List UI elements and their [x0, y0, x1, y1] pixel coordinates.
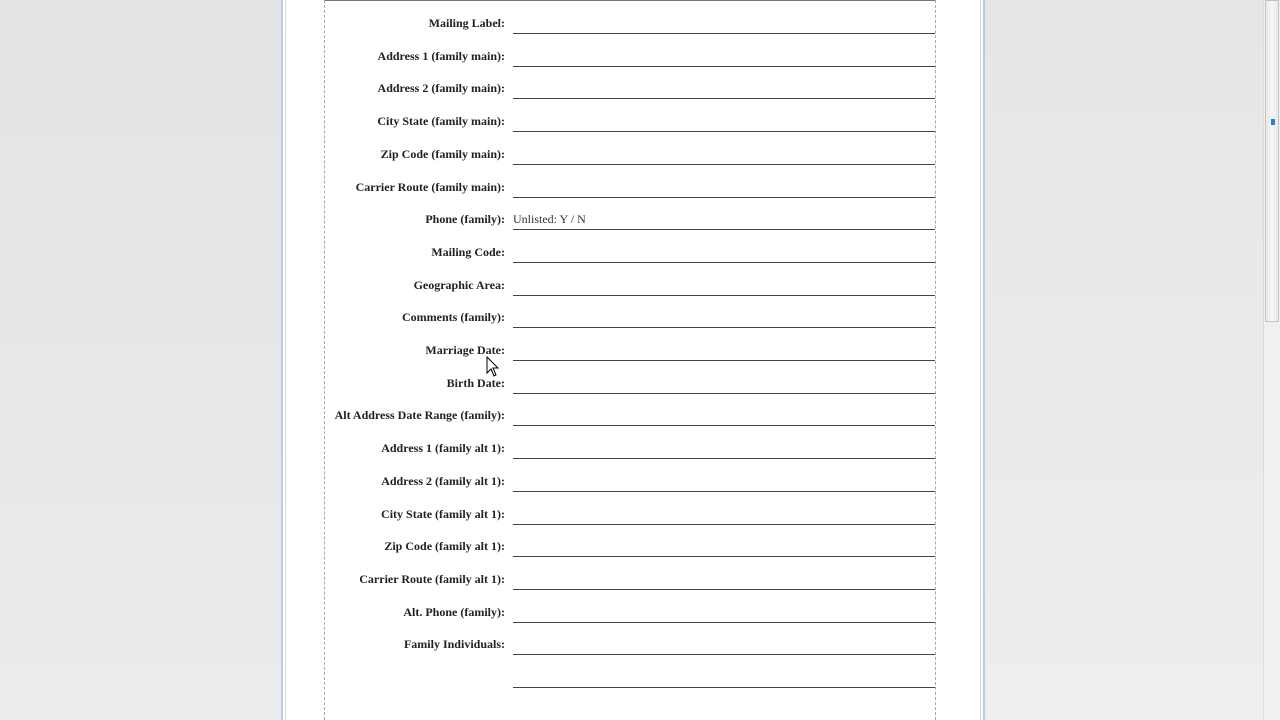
- form-field-row: [325, 294, 936, 327]
- form-field-row: [325, 131, 936, 164]
- form-field-row: [325, 491, 936, 524]
- field-value[interactable]: Unlisted: Y / N: [513, 212, 586, 227]
- field-label: Zip Code (family main):: [380, 146, 505, 161]
- form-field-row: [325, 65, 936, 98]
- form-field-row: [325, 458, 936, 491]
- form-field-row: [325, 392, 936, 425]
- field-label: Alt. Phone (family):: [403, 604, 505, 619]
- field-label: Birth Date:: [446, 375, 505, 390]
- field-label: Address 2 (family alt 1):: [381, 473, 505, 488]
- field-label: Zip Code (family alt 1):: [384, 539, 505, 554]
- field-label: Address 1 (family alt 1):: [381, 441, 505, 456]
- form-field-row: [325, 360, 936, 393]
- field-label: Marriage Date:: [425, 343, 505, 357]
- form-field-row: [325, 33, 936, 66]
- form-field-row: [325, 98, 936, 131]
- form-field-row: [325, 523, 936, 556]
- window-backdrop-left: [0, 0, 281, 720]
- field-label: City State (family main):: [377, 114, 505, 129]
- form-field-row: [325, 327, 936, 360]
- field-label: Comments (family):: [402, 310, 505, 325]
- form-field-row: [325, 654, 936, 687]
- field-label: Alt Address Date Range (family):: [334, 408, 505, 423]
- form-field-row: [325, 621, 936, 654]
- field-label: Phone (family):: [425, 212, 505, 227]
- field-label: Mailing Code:: [431, 244, 505, 259]
- mouse-pointer-icon: [486, 356, 500, 378]
- form-field-row: [325, 229, 936, 262]
- form-field-row: [325, 425, 936, 458]
- form-field-row: [325, 262, 936, 295]
- field-label: Mailing Label:: [428, 16, 505, 30]
- field-label: City State (family alt 1):: [381, 506, 505, 521]
- scroll-position-marker: [1271, 119, 1275, 125]
- field-label: Address 2 (family main):: [377, 81, 505, 96]
- form-field-row: [325, 589, 936, 622]
- vertical-scrollbar[interactable]: [1263, 0, 1280, 720]
- field-label: Carrier Route (family main):: [355, 179, 505, 194]
- form-field-row: [325, 556, 936, 589]
- field-label: Geographic Area:: [413, 277, 505, 292]
- field-label: Carrier Route (family alt 1):: [359, 571, 505, 586]
- form-field-row: [325, 196, 936, 229]
- form-field-row: [325, 164, 936, 197]
- field-underline: [513, 687, 935, 688]
- scrollbar-thumb[interactable]: [1265, 0, 1279, 322]
- window-backdrop-right: [985, 0, 1263, 720]
- field-label: Address 1 (family main):: [377, 48, 505, 63]
- form-field-row: [325, 0, 936, 33]
- field-label: Family Individuals:: [403, 637, 505, 652]
